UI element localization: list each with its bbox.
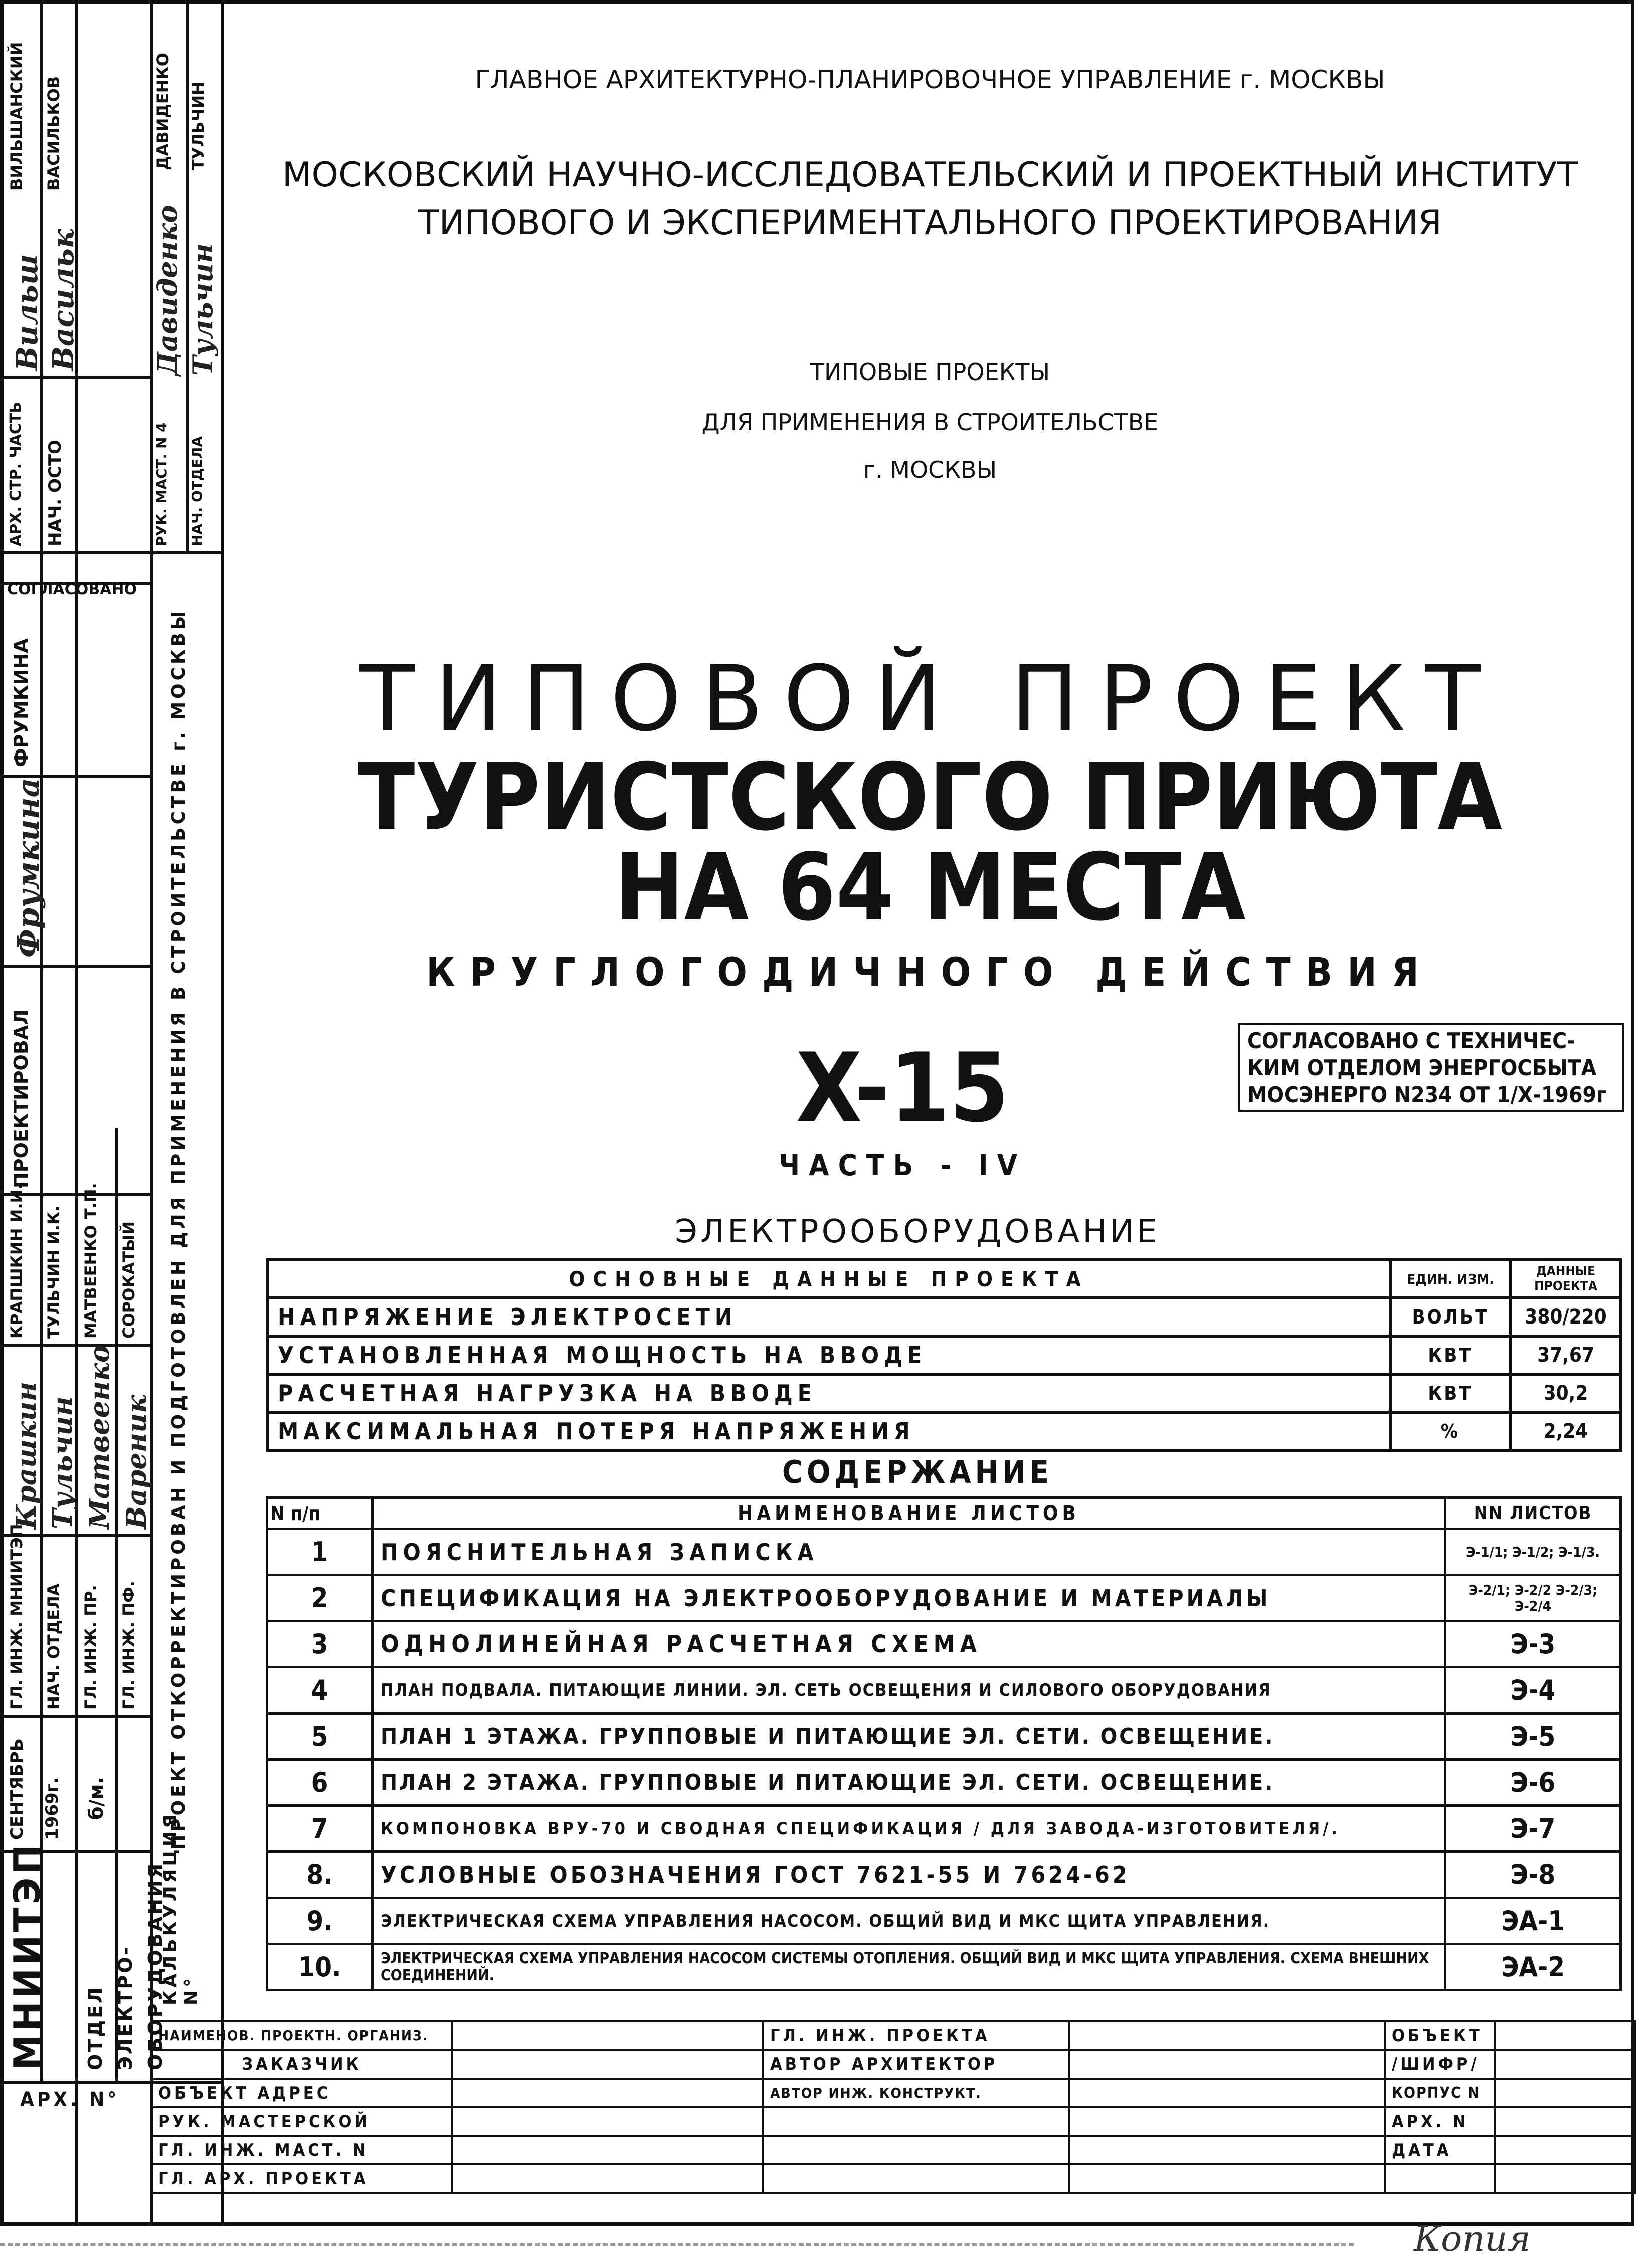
- contents-sheets: ЭА-1: [1445, 1898, 1621, 1944]
- contents-num: 4: [267, 1667, 373, 1714]
- table-row: [267, 1944, 1621, 1990]
- spec-value: 380/220: [1511, 1298, 1621, 1336]
- master-role: НАЧ. ОТДЕЛА: [189, 436, 205, 546]
- contents-num: 1: [267, 1529, 373, 1575]
- stamp-row: [151, 2079, 1635, 2107]
- contents-header-row: [267, 1498, 1621, 1529]
- strip-divider: [0, 376, 150, 379]
- stamp-cell: АРХ. N: [1385, 2107, 1495, 2136]
- arch-role: НАЧ. ОСТО: [45, 440, 65, 546]
- title-line-4: КРУГЛОГОДИЧНОГО ДЕЙСТВИЯ: [426, 950, 1434, 995]
- spec-unit: ВОЛЬТ: [1390, 1298, 1511, 1336]
- org-label: МНИИТЭП: [6, 1841, 48, 2070]
- strip-divider: [0, 775, 150, 778]
- signature: Васильк: [46, 228, 80, 371]
- contents-title: СОДЕРЖАНИЕ: [782, 1454, 1053, 1490]
- table-row: [267, 1575, 1621, 1621]
- contents-name: ЭЛЕКТРИЧЕСКАЯ СХЕМА УПРАВЛЕНИЯ НАСОСОМ. ОБЩИЙ ВИД И МКС ЩИТА УПРАВЛЕНИЯ.: [373, 1898, 1445, 1944]
- arch-role: АРХ. СТР. ЧАСТЬ: [7, 401, 25, 546]
- part-label: ЧАСТЬ - IV: [779, 1148, 1026, 1182]
- contents-sheets: Э-1/1; Э-1/2; Э-1/3.: [1445, 1529, 1621, 1575]
- table-row: [267, 1298, 1621, 1336]
- stamp-cell: КОРПУС N: [1385, 2079, 1495, 2107]
- month-label: СЕНТЯБРЬ: [7, 1738, 27, 1840]
- stamp-cell: РУК. МАСТЕРСКОЙ: [151, 2107, 452, 2136]
- series-line-2: ДЛЯ ПРИМЕНЕНИЯ В СТРОИТЕЛЬСТВЕ: [701, 409, 1159, 436]
- signature: Крашкин: [10, 1381, 42, 1529]
- contents-num: 10.: [267, 1944, 373, 1990]
- approval-line: КИМ ОТДЕЛОМ ЭНЕРГОСБЫТА: [1247, 1055, 1597, 1081]
- stamp-cell: ГЛ. ИНЖ. ПРОЕКТА: [763, 2021, 1069, 2050]
- signature: Матвеенко: [83, 1344, 115, 1529]
- contents-sheets: Э-2/1; Э-2/2 Э-2/3; Э-2/4: [1445, 1575, 1621, 1621]
- strip-divider: [0, 551, 221, 554]
- master-name: ТУЛЬЧИН: [189, 82, 208, 170]
- stamp-cell: ГЛ. ИНЖ. МАСТ. N: [151, 2136, 452, 2164]
- spec-header-name: ОСНОВНЫЕ ДАННЫЕ ПРОЕКТА: [267, 1260, 1390, 1298]
- title-line-1: ТИПОВОЙ ПРОЕКТ: [359, 647, 1501, 751]
- stamp-row: [151, 2021, 1635, 2050]
- table-row: [267, 1852, 1621, 1898]
- contents-name: ПЛАН 1 ЭТАЖА. ГРУППОВЫЕ И ПИТАЮЩИЕ ЭЛ. СЕТИ. ОСВЕЩЕНИЕ.: [373, 1714, 1445, 1760]
- arch-name: ВИЛЬШАНСКИЙ: [7, 42, 26, 191]
- spec-name: МАКСИМАЛЬНАЯ ПОТЕРЯ НАПРЯЖЕНИЯ: [267, 1412, 1390, 1450]
- contents-header-name: НАИМЕНОВАНИЕ ЛИСТОВ: [373, 1498, 1445, 1529]
- contents-num: 6: [267, 1760, 373, 1806]
- table-row: [267, 1374, 1621, 1412]
- name-label: СОРОКАТЫЙ: [119, 1221, 138, 1339]
- contents-num: 9.: [267, 1898, 373, 1944]
- title-line-2: ТУРИСТСКОГО ПРИЮТА: [357, 743, 1503, 851]
- stamp-cell: ГЛ. АРХ. ПРОЕКТА: [151, 2164, 452, 2193]
- spec-name: РАСЧЕТНАЯ НАГРУЗКА НА ВВОДЕ: [267, 1374, 1390, 1412]
- spec-unit: %: [1390, 1412, 1511, 1450]
- table-row: [267, 1529, 1621, 1575]
- spec-name: НАПРЯЖЕНИЕ ЭЛЕКТРОСЕТИ: [267, 1298, 1390, 1336]
- contents-num: 8.: [267, 1852, 373, 1898]
- master-role: РУК. МАСТ. N 4: [153, 422, 170, 546]
- spec-value: 30,2: [1511, 1374, 1621, 1412]
- stamp-cell: ЗАКАЗЧИК: [151, 2050, 452, 2079]
- stamp-cell: АВТОР АРХИТЕКТОР: [763, 2050, 1069, 2079]
- contents-sheets: ЭА-2: [1445, 1944, 1621, 1990]
- name-label: МАТВЕЕНКО Т.П.: [81, 1183, 100, 1339]
- contents-name: УСЛОВНЫЕ ОБОЗНАЧЕНИЯ ГОСТ 7621-55 И 7624-62: [373, 1852, 1445, 1898]
- stamp-cell: [763, 2164, 1069, 2193]
- table-row: [267, 1714, 1621, 1760]
- series-line-3: г. МОСКВЫ: [863, 456, 997, 483]
- contents-num: 3: [267, 1621, 373, 1667]
- contents-name: КОМПОНОВКА ВРУ-70 И СВОДНАЯ СПЕЦИФИКАЦИЯ / ДЛЯ ЗАВОДА-ИЗГОТОВИТЕЛЯ/.: [373, 1806, 1445, 1852]
- stamp-cell: ОБЪЕКТ АДРЕС: [151, 2079, 452, 2107]
- series-line-1: ТИПОВЫЕ ПРОЕКТЫ: [810, 358, 1050, 386]
- spec-unit: КВТ: [1390, 1374, 1511, 1412]
- table-row: [267, 1667, 1621, 1714]
- contents-name: ЭЛЕКТРИЧЕСКАЯ СХЕМА УПРАВЛЕНИЯ НАСОСОМ СИСТЕМЫ ОТОПЛЕНИЯ. ОБЩИЙ ВИД И МКС ЩИТА УПРАВЛЕНИЯ. СХЕМА ВНЕШНИХ СОЕДИНЕНИЙ.: [373, 1944, 1445, 1990]
- stamp-row: [151, 2050, 1635, 2079]
- stamp-cell: ДАТА: [1385, 2136, 1495, 2164]
- stamp-row: [151, 2164, 1635, 2193]
- spec-value: 37,67: [1511, 1336, 1621, 1374]
- signature: Фрумкина: [11, 778, 46, 958]
- correction-note: ПРОЕКТ ОТКОРРЕКТИРОВАН И ПОДГОТОВЛЕН ДЛЯ ПРИМЕНЕНИЯ В СТРОИТЕЛЬСТВЕ г. МОСКВЫ: [168, 608, 189, 1850]
- contents-name: СПЕЦИФИКАЦИЯ НА ЭЛЕКТРООБОРУДОВАНИЕ И МАТЕРИАЛЫ: [373, 1575, 1445, 1621]
- contents-sheets: Э-6: [1445, 1760, 1621, 1806]
- approval-line: СОГЛАСОВАНО С ТЕХНИЧЕС-: [1247, 1028, 1575, 1054]
- signature: Вильш: [10, 254, 44, 371]
- contents-name: ОДНОЛИНЕЙНАЯ РАСЧЕТНАЯ СХЕМА: [373, 1621, 1445, 1667]
- year-label: 1969г.: [42, 1777, 62, 1840]
- approval-line: МОСЭНЕРГО N234 ОТ 1/Х-1969г: [1247, 1082, 1607, 1108]
- title-line-3: НА 64 МЕСТА: [614, 833, 1246, 941]
- spec-value: 2,24: [1511, 1412, 1621, 1450]
- stamp-cell: АВТОР ИНЖ. КОНСТРУКТ.: [763, 2079, 1069, 2107]
- copy-note: Копия: [1414, 2218, 1531, 2259]
- stamp-cell: [1385, 2164, 1495, 2193]
- contents-sheets: Э-7: [1445, 1806, 1621, 1852]
- spec-name: УСТАНОВЛЕННАЯ МОЩНОСТЬ НА ВВОДЕ: [267, 1336, 1390, 1374]
- signature: Вареник: [120, 1395, 152, 1529]
- strip-divider: [221, 0, 224, 2226]
- table-row: [267, 1412, 1621, 1450]
- stamp-cell: /ШИФР/: [1385, 2050, 1495, 2079]
- kalkulyaciya-label: КАЛЬКУЛЯЦИЯ N°: [160, 1811, 202, 2005]
- institute-heading-2: ТИПОВОГО И ЭКСПЕРИМЕНТАЛЬНОГО ПРОЕКТИРОВАНИЯ: [418, 203, 1442, 243]
- strip-divider: [0, 1344, 150, 1347]
- spec-header-row: [267, 1260, 1621, 1298]
- table-row: [267, 1336, 1621, 1374]
- stamp-block: [150, 2020, 1636, 2194]
- arch-name: ВАСИЛЬКОВ: [44, 76, 63, 191]
- stamp-row: [151, 2136, 1635, 2164]
- name-label: ТУЛЬЧИН И.К.: [44, 1205, 63, 1339]
- contents-name: ПЛАН 2 ЭТАЖА. ГРУППОВЫЕ И ПИТАЮЩИЕ ЭЛ. СЕТИ. ОСВЕЩЕНИЕ.: [373, 1760, 1445, 1806]
- table-row: [267, 1806, 1621, 1852]
- role-label: ГЛ. ИНЖ. ПФ.: [119, 1581, 138, 1710]
- role-label: ГЛ. ИНЖ. ПР.: [81, 1585, 100, 1710]
- proekt-label: ПРОЕКТИРОВАЛ: [10, 1009, 32, 1188]
- signature: Давиденко: [151, 205, 183, 376]
- institute-heading-1: МОСКОВСКИЙ НАУЧНО-ИССЛЕДОВАТЕЛЬСКИЙ И ПРОЕКТНЫЙ ИНСТИТУТ: [282, 155, 1578, 195]
- contents-name: ПЛАН ПОДВАЛА. ПИТАЮЩИЕ ЛИНИИ. ЭЛ. СЕТЬ ОСВЕЩЕНИЯ И СИЛОВОГО ОБОРУДОВАНИЯ: [373, 1667, 1445, 1714]
- stamp-cell: НАИМЕНОВ. ПРОЕКТН. ОРГАНИЗ.: [151, 2021, 452, 2050]
- spec-header-value: ДАННЫЕ ПРОЕКТА: [1511, 1260, 1621, 1298]
- ministry-heading: ГЛАВНОЕ АРХИТЕКТУРНО-ПЛАНИРОВОЧНОЕ УПРАВЛЕНИЕ г. МОСКВЫ: [475, 65, 1385, 94]
- contents-sheets: Э-8: [1445, 1852, 1621, 1898]
- name-label: КРАПШКИН И.И.: [7, 1183, 26, 1339]
- stamp-row: [151, 2107, 1635, 2136]
- signature: Тульчин: [46, 1396, 78, 1529]
- table-row: [267, 1760, 1621, 1806]
- contents-num: 5: [267, 1714, 373, 1760]
- spec-unit: КВТ: [1390, 1336, 1511, 1374]
- approval-box: [1238, 1023, 1624, 1112]
- strip-divider: [0, 1715, 150, 1718]
- strip-divider: [0, 965, 150, 968]
- spec-table: [266, 1258, 1622, 1452]
- stamp-cell: [763, 2136, 1069, 2164]
- contents-table: [266, 1496, 1622, 1991]
- contents-num: 7: [267, 1806, 373, 1852]
- dept-label: ОТДЕЛ ЭЛЕКТРО-ОБОРУДОВАНИЯ: [84, 1861, 166, 2070]
- table-row: [267, 1898, 1621, 1944]
- soglasovano-label: СОГЛАСОВАНО: [7, 581, 137, 598]
- table-row: [267, 1621, 1621, 1667]
- contents-name: ПОЯСНИТЕЛЬНАЯ ЗАПИСКА: [373, 1529, 1445, 1575]
- master-name: ДАВИДЕНКО: [153, 53, 172, 170]
- contents-header-num: N п/п: [267, 1498, 373, 1529]
- contents-header-sheets: NN ЛИСТОВ: [1445, 1498, 1621, 1529]
- contents-sheets: Э-5: [1445, 1714, 1621, 1760]
- contents-sheets: Э-3: [1445, 1621, 1621, 1667]
- arh-no-label: АРХ. N°: [20, 2088, 120, 2111]
- sheet-label: б/м.: [85, 1777, 107, 1820]
- spec-header-unit: ЕДИН. ИЗМ.: [1390, 1260, 1511, 1298]
- project-code: X-15: [796, 1033, 1009, 1144]
- contents-sheets: Э-4: [1445, 1667, 1621, 1714]
- contents-num: 2: [267, 1575, 373, 1621]
- signature: Тульчин: [187, 243, 219, 376]
- bottom-dashed-line: [0, 2243, 1354, 2246]
- stamp-cell: ОБЪЕКТ: [1385, 2021, 1495, 2050]
- frumkina-label: ФРУМКИНА: [10, 638, 32, 767]
- role-label: ГЛ. ИНЖ. МНИИТЭП: [7, 1524, 26, 1710]
- section-heading: ЭЛЕКТРООБОРУДОВАНИЕ: [675, 1213, 1160, 1250]
- stamp-cell: [763, 2107, 1069, 2136]
- role-label: НАЧ. ОТДЕЛА: [44, 1583, 63, 1710]
